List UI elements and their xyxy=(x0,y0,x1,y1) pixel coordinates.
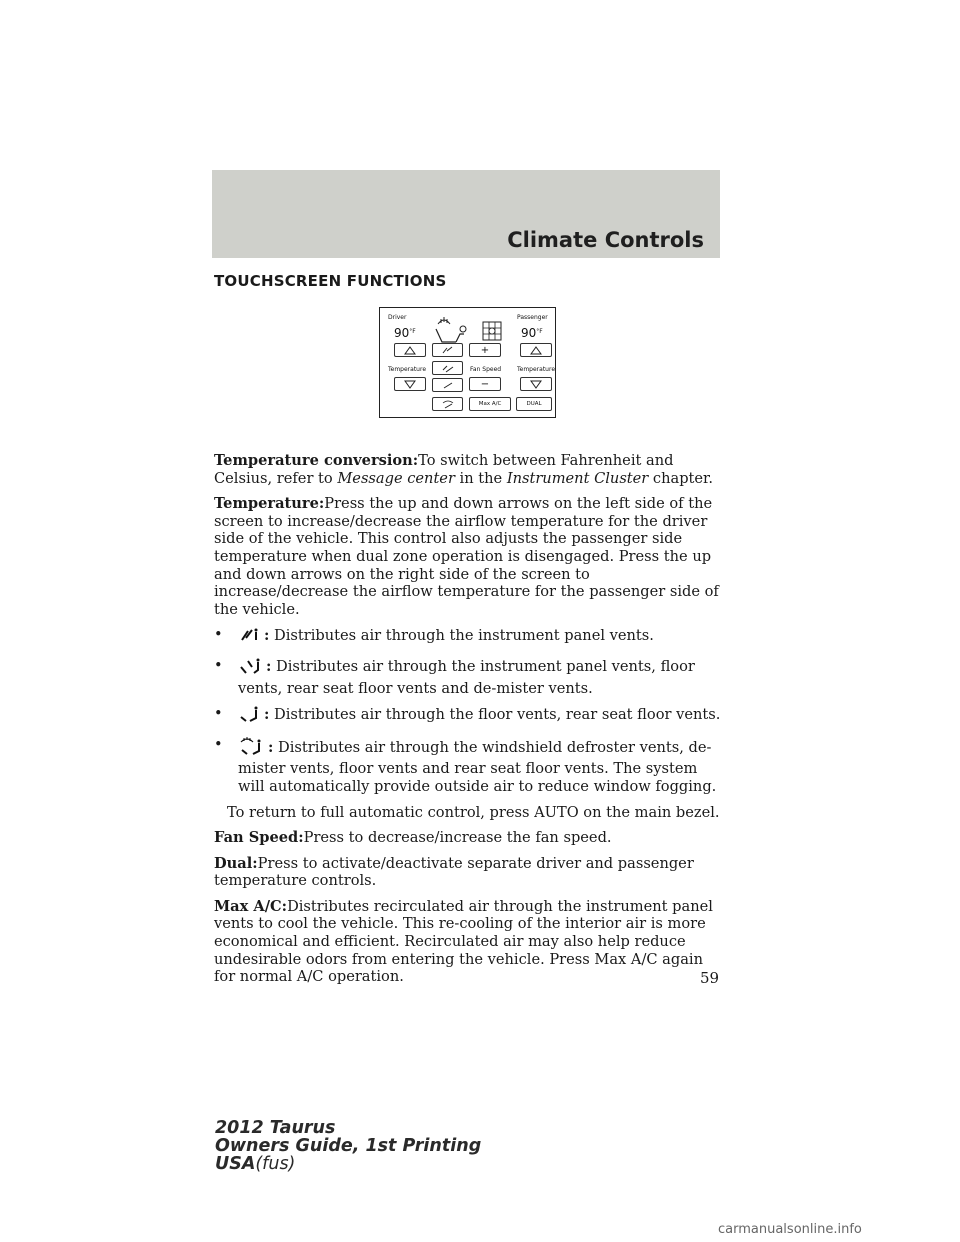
passenger-label: Passenger xyxy=(517,314,548,321)
watermark: carmanualsonline.info xyxy=(718,1222,862,1237)
bullet-panel-floor-vents: • : Distributes air through the instrument panel vents, floor vents, rear seat floor vents and de-mister vents. xyxy=(214,656,695,697)
page-number: 59 xyxy=(700,969,720,987)
defrost-floor-mode-button[interactable] xyxy=(432,397,463,411)
fan-grid-icon xyxy=(482,321,502,345)
auto-note: To return to full automatic control, press AUTO on the main bezel. xyxy=(227,803,720,821)
temperature-label-left: Temperature xyxy=(388,366,427,373)
bullet-defrost-floor: • : Distributes air through the windshield defroster vents, de-mister vents, floor vents and rear seat floor vents. The system will automatically provide outside air to reduce window fogging. xyxy=(214,735,717,795)
dual-paragraph: Dual:Press to activate/deactivate separate driver and passenger temperature controls. xyxy=(214,854,694,890)
temp-conversion-paragraph: Temperature conversion:To switch between Fahrenheit and Celsius, refer to Message center in the Instrument Cluster chapter. xyxy=(214,452,714,487)
panel-floor-vent-icon xyxy=(238,657,264,680)
temperature-paragraph: Temperature:Press the up and down arrows on the left side of the screen to increase/decrease the airflow temperature for the driver side of the vehicle. This control also adjusts the passenger side temperature when dual zone operation is disengaged. Press the up and down arrows on the right side of the screen to increase/decrease the airflow temperature for the passenger side of the vehicle. xyxy=(214,495,719,618)
footer-line-1: 2012 Taurus xyxy=(215,1118,336,1138)
bullet-panel-vents: • : Distributes air through the instrument panel vents. xyxy=(214,626,724,649)
section-heading: TOUCHSCREEN FUNCTIONS xyxy=(214,272,447,290)
driver-temp-up-button[interactable] xyxy=(394,343,426,357)
max-ac-button[interactable]: Max A/C xyxy=(469,397,511,411)
panel-vent-icon xyxy=(238,626,262,649)
defrost-floor-vent-icon xyxy=(238,736,266,761)
dual-button[interactable]: DUAL xyxy=(516,397,552,411)
driver-temp-down-button[interactable] xyxy=(394,377,426,391)
panel-floor-vents-mode-button[interactable] xyxy=(432,361,463,375)
body-text xyxy=(214,452,724,994)
chapter-title: Climate Controls xyxy=(507,228,704,252)
footer-line-3: USA(fus) xyxy=(215,1154,296,1174)
max-ac-paragraph: Max A/C:Distributes recirculated air through the instrument panel vents to cool the vehicle. This re-cooling of the interior air is more economical and efficient. Recirculated air may also help reduce undesirable odors from entering the vehicle. Press Max A/C again for normal A/C operation. xyxy=(214,897,713,986)
fan-speed-paragraph: Fan Speed:Press to decrease/increase the fan speed. xyxy=(214,829,612,847)
driver-temp: $90^{^\circ F}$ xyxy=(394,326,416,340)
fan-speed-up-button[interactable]: + xyxy=(469,343,501,357)
temperature-label-right: Temperature xyxy=(517,366,556,373)
passenger-temp-down-button[interactable] xyxy=(520,377,552,391)
touchscreen-figure xyxy=(379,307,556,418)
fan-speed-down-button[interactable]: − xyxy=(469,377,501,391)
floor-vent-icon xyxy=(238,705,262,728)
floor-vents-mode-button[interactable] xyxy=(432,378,463,392)
panel-vents-mode-button[interactable] xyxy=(432,343,463,357)
fan-speed-label: Fan Speed xyxy=(470,366,502,373)
bullet-floor-vents: • : Distributes air through the floor vents, rear seat floor vents. xyxy=(214,705,724,728)
chapter-header xyxy=(212,170,720,258)
passenger-temp: $90^{^\circ F}$ xyxy=(521,326,543,340)
driver-label: Driver xyxy=(388,314,407,321)
footer xyxy=(215,1119,481,1173)
footer-line-2: Owners Guide, 1st Printing xyxy=(215,1136,482,1156)
passenger-temp-up-button[interactable] xyxy=(520,343,552,357)
